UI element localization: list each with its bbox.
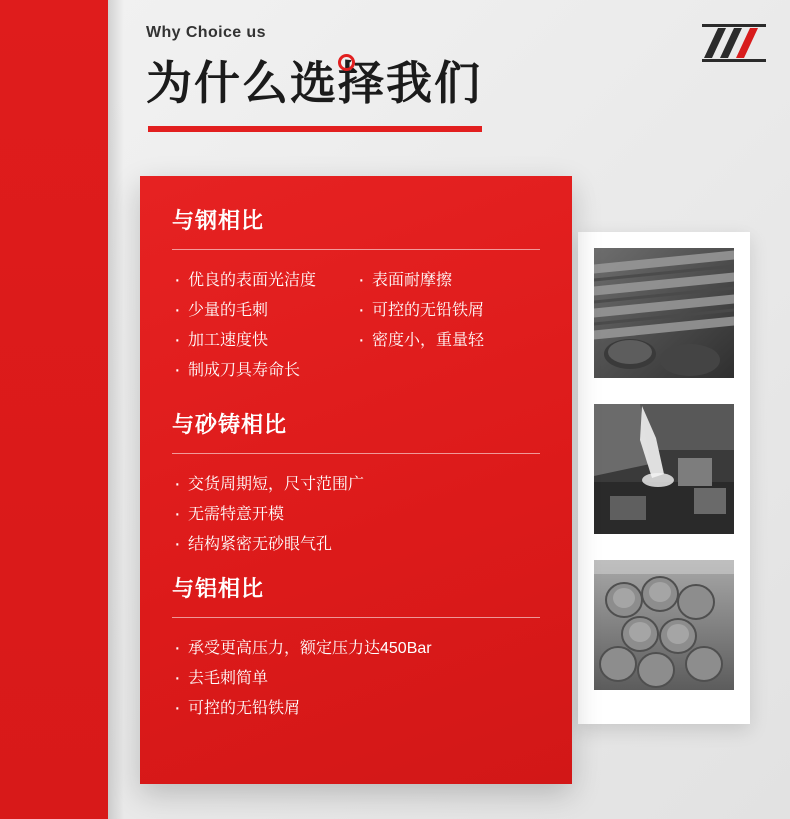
steel-bars-photo <box>594 248 734 378</box>
section-divider <box>172 453 540 454</box>
spacer <box>172 560 540 572</box>
title-underline <box>148 126 482 132</box>
section-bullets <box>172 266 540 386</box>
list-item: · 少量的毛刺 <box>172 296 356 326</box>
round-bar-stock-photo <box>594 560 734 690</box>
section-divider <box>172 249 540 250</box>
section-bullets <box>172 634 540 724</box>
list-item: · 交货周期短，尺寸范围广 <box>172 470 540 500</box>
list-item: · 优良的表面光洁度 <box>172 266 356 296</box>
photo-column <box>578 232 750 724</box>
eyebrow-text: Why Choice us <box>146 24 266 41</box>
list-item: · 结构紧密无砂眼气孔 <box>172 530 540 560</box>
comparison-card <box>140 176 572 784</box>
list-item: · 加工速度快 <box>172 326 356 356</box>
bullet-column-left <box>172 470 540 560</box>
list-item: · 可控的无铅铁屑 <box>172 694 540 724</box>
section-title: 与砂铸相比 <box>172 412 288 437</box>
section-title: 与钢相比 <box>172 208 265 233</box>
title-circle-accent <box>338 54 355 71</box>
bullet-column-right <box>356 266 540 386</box>
section-aluminum <box>172 572 540 724</box>
list-item: · 表面耐摩擦 <box>356 266 540 296</box>
header <box>146 24 666 109</box>
list-item: · 可控的无铅铁屑 <box>356 296 540 326</box>
bullet-column-left <box>172 266 356 386</box>
list-item: · 无需特意开模 <box>172 500 540 530</box>
page-title-wrap <box>146 58 482 109</box>
section-title: 与铝相比 <box>172 576 265 601</box>
left-band-shadow <box>108 0 124 819</box>
section-divider <box>172 617 540 618</box>
left-red-band <box>0 0 108 819</box>
list-item: · 密度小，重量轻 <box>356 326 540 356</box>
molten-metal-pour-photo <box>594 404 734 534</box>
spacer <box>172 386 540 408</box>
section-sand-casting <box>172 408 540 560</box>
page-title: 为什么选择我们 <box>146 57 482 109</box>
section-bullets <box>172 470 540 560</box>
list-item: · 去毛刺简单 <box>172 664 540 694</box>
list-item: · 制成刀具寿命长 <box>172 356 356 386</box>
list-item: · 承受更高压力，额定压力达450Bar <box>172 634 540 664</box>
brand-logo-icon <box>702 24 766 62</box>
bullet-column-left <box>172 634 540 724</box>
section-steel <box>172 204 540 386</box>
